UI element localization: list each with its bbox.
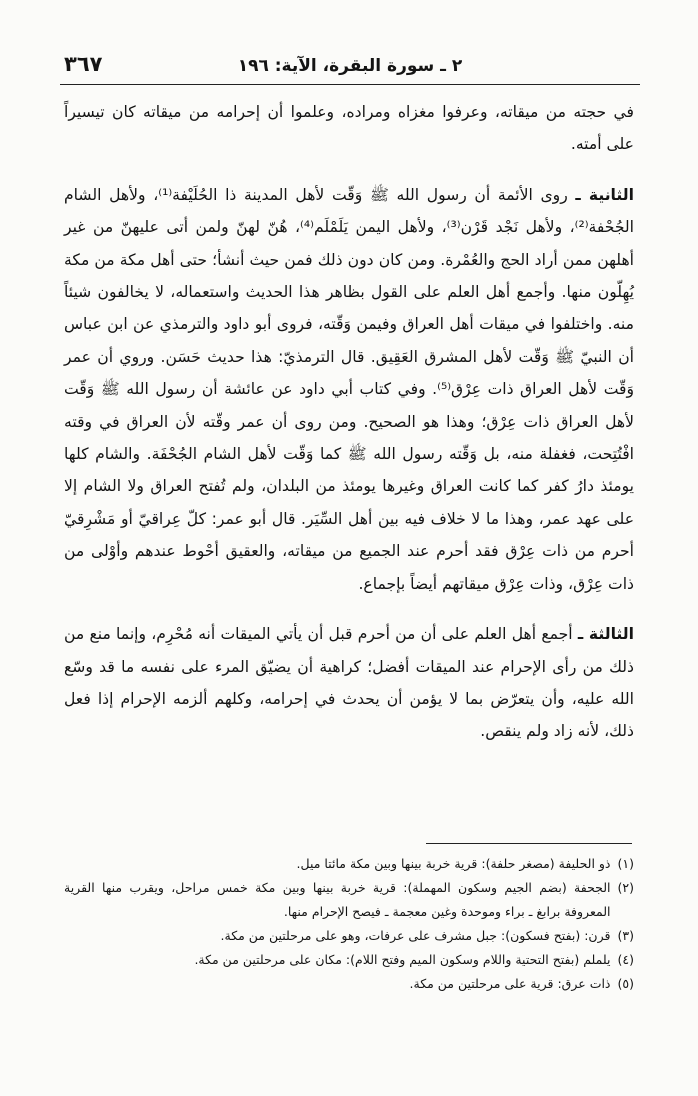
page-header <box>60 50 640 85</box>
footnote-number: (٥) <box>617 976 634 991</box>
footnote-divider <box>426 843 632 844</box>
footnote-number: (١) <box>617 856 634 871</box>
footnote-4 <box>64 948 634 972</box>
footnote-1 <box>64 852 634 876</box>
running-title: ٢ ـ سورة البقرة، الآية: ١٩٦ <box>237 56 463 76</box>
footnotes <box>64 852 634 996</box>
footnote-number: (٢) <box>617 880 634 895</box>
paragraph-2-lead: الثانية ـ <box>575 185 634 204</box>
paragraph-2 <box>64 179 634 600</box>
footnote-text: قرن: (بفتح فسكون): جبل مشرف على عرفات، وهو على مرحلتين من مكة. <box>220 928 611 943</box>
footnote-number: (٤) <box>617 952 634 967</box>
main-text <box>64 96 634 748</box>
footnote-text: الجحفة (بضم الجيم وسكون المهملة): قرية خربة بينها وبين مكة خمس مراحل، ويقرب منها القرية المعروفة برابغ ـ براء وموحدة وغين معجمة ـ فيصح الإحرام منها. <box>64 880 611 919</box>
footnote-3 <box>64 924 634 948</box>
paragraph-3 <box>64 618 634 748</box>
footnote-text: ذات عرق: قرية على مرحلتين من مكة. <box>409 976 611 991</box>
paragraph-2-text: روى الأئمة أن رسول الله ﷺ وَقّت لأهل المدينة ذا الحُلَيْفة⁽¹⁾، ولأهل الشام الجُحْفة⁽²⁾، ولأهل نَجْد قَرْن⁽³⁾، ولأهل اليمن يَلَمْلَم⁽⁴⁾، هُنّ لهنّ ولمن أتى عليهنّ من غير أهلهن ممن أراد الحج والعُمْرة. ومن كان دون ذلك فمن حيث أنشأ؛ حتى أهل مكة من مكة يُهِلّون منها. وأجمع أهل العلم على القول بظاهر هذا الحديث واستعماله، لا يخالفون شيئاً منه. واختلفوا في ميقات أهل العراق وفيمن وَقّته، فروى أبو داود والترمذي عن ابن عباس أن النبيّ ﷺ وَقّت لأهل المشرق العَقِيق. قال الترمذيّ: هذا حديث حَسَن. وروي أن عمر وَقّت لأهل العراق ذات عِرْق⁽⁵⁾. وفي كتاب أبي داود عن عائشة أن رسول الله ﷺ وَقّت لأهل العراق ذات عِرْق؛ وهذا هو الصحيح. ومن روى أن عمر وقّته لأن العراق في وقته افْتُتِحت، فغفلة منه، بل وَقّته رسول الله ﷺ كما وَقّت لأهل الشام الجُحْفَة. والشام كلها يومئذ دارُ كفر كما كانت العراق وغيرها يومئذ من البلدان، ولم تُفتح العراق ولا الشام إلا على عهد عمر، وهذا ما لا خلاف فيه بين أهل السِّيَر. قال أبو عمر: كلّ عِراقيّ أو مَشْرِقيّ أحرم من ذات عِرْق فقد أحرم عند الجميع من ميقاته، والعقيق أحْوط عندهم وأوْلى من ذات عِرْق، وذات عِرْق ميقاتهم أيضاً بإجماع. <box>64 185 635 593</box>
paragraph-1: في حجته من ميقاته، وعرفوا مغزاه ومراده، وعلموا أن إحرامه من ميقاته كان تيسيراً على أمته. <box>64 103 634 154</box>
paragraph-3-lead: الثالثة ـ <box>577 625 634 644</box>
footnote-2 <box>64 876 634 924</box>
footnote-text: ذو الحليفة (مصغر حلفة): قرية خربة بينها وبين مكة مائتا ميل. <box>296 856 611 871</box>
page-number: ٣٦٧ <box>64 52 103 76</box>
footnote-5 <box>64 972 634 996</box>
footnote-text: يلملم (بفتح التحتية واللام وسكون الميم وفتح اللام): مكان على مرحلتين من مكة. <box>194 952 611 967</box>
footnote-number: (٣) <box>617 928 634 943</box>
paragraph-3-text: أجمع أهل العلم على أن من أحرم قبل أن يأتي الميقات أنه مُحْرِم، وإنما منع من ذلك من رأى الإحرام عند الميقات أفضل؛ كراهية أن يضيّق المرء على نفسه ما قد وسّع الله عليه، وأن يتعرّض بما لا يؤمن أن يحدث في إحرامه، وكلهم ألزمه الإحرام إذا فعل ذلك، لأنه زاد ولم ينقص. <box>64 625 634 741</box>
